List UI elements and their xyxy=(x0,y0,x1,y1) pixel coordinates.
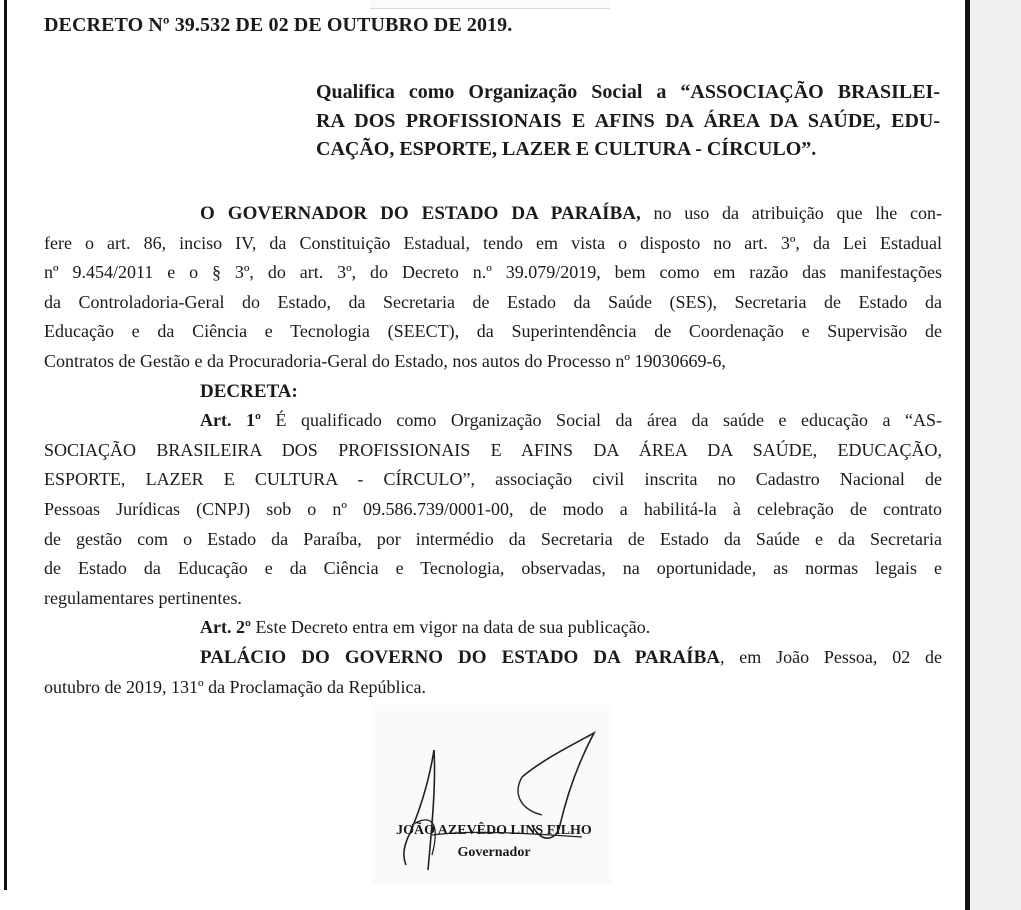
art1-line: regulamentares pertinentes. xyxy=(44,587,242,608)
preamble-line: fere o art. 86, inciso IV, da Constituição Estadual, tendo em vista o disposto no art. 3º, da Lei Estadual xyxy=(44,232,942,253)
closing-text: , em João Pessoa, 02 de xyxy=(719,646,942,667)
art1-line: de gestão com o Estado da Paraíba, por intermédio da Secretaria de Estado da Saúde e da Secretaria xyxy=(44,528,942,549)
ementa-line: RA DOS PROFISSIONAIS E AFINS DA ÁREA DA SAÚDE, EDU- xyxy=(316,109,940,132)
signatory-role: Governador xyxy=(457,845,531,860)
art1-line: Pessoas Jurídicas (CNPJ) sob o nº 09.586.739/0001-00, de modo a habilitá-la à celebração de contrato xyxy=(44,498,942,519)
decree-body xyxy=(44,199,942,702)
art1-line: ESPORTE, LAZER E CULTURA - CÍRCULO”, associação civil inscrita no Cadastro Nacional de xyxy=(44,469,942,490)
ementa-line: CAÇÃO, ESPORTE, LAZER E CULTURA - CÍRCULO”. xyxy=(316,138,817,160)
preamble-line: Contratos de Gestão e da Procuradoria-Geral do Estado, nos autos do Processo nº 19030669-6, xyxy=(44,350,726,371)
art1-label: Art. 1º xyxy=(200,410,261,431)
palace-heading: PALÁCIO DO GOVERNO DO ESTADO DA PARAÍBA xyxy=(200,646,720,668)
art2-line xyxy=(44,613,942,643)
signatory-name: JOÃO AZEVÊDO LINS FILHO xyxy=(396,823,592,838)
closing-first-line xyxy=(44,643,942,673)
art1-line: de Estado da Educação e da Ciência e Tecnologia, observadas, na oportunidade, as normas legais e xyxy=(44,558,942,579)
closing-line: outubro de 2019, 131º da Proclamação da República. xyxy=(44,676,426,697)
preamble-first-line xyxy=(44,199,942,229)
left-border-rule xyxy=(4,0,7,890)
preamble-text: no uso da atribuição que lhe con- xyxy=(640,203,942,223)
governor-heading: O GOVERNADOR DO ESTADO DA PARAÍBA, xyxy=(200,203,641,224)
preamble-line: Educação e da Ciência e Tecnologia (SEECT), da Superintendência de Coordenação e Supervisão de xyxy=(44,321,942,342)
page-top-fragment xyxy=(370,0,610,9)
art2-text: Este Decreto entra em vigor na data de sua publicação. xyxy=(250,617,651,638)
art2-label: Art. 2º xyxy=(200,617,251,638)
art1-line: SOCIAÇÃO BRASILEIRA DOS PROFISSIONAIS E AFINS DA ÁREA DA SAÚDE, EDUCAÇÃO, xyxy=(44,439,942,460)
decreta-heading: DECRETA: xyxy=(200,380,298,402)
viewer-side-panel xyxy=(970,0,1021,910)
art1-text: É qualificado como Organização Social da área da saúde e educação a “AS- xyxy=(260,410,942,431)
decree-ementa xyxy=(316,78,940,164)
preamble-line: da Controladoria-Geral do Estado, da Secretaria de Estado da Saúde (SES), Secretaria de Estado da xyxy=(44,291,942,312)
ementa-line: Qualifica como Organização Social a “ASSOCIAÇÃO BRASILEI- xyxy=(316,81,940,103)
decree-title: DECRETO Nº 39.532 DE 02 DE OUTUBRO DE 2019. xyxy=(44,14,513,36)
art1-first-line xyxy=(44,406,942,436)
preamble-line: nº 9.454/2011 e o § 3º, do art. 3º, do Decreto n.º 39.079/2019, bem como em razão das manifestações xyxy=(44,262,942,283)
